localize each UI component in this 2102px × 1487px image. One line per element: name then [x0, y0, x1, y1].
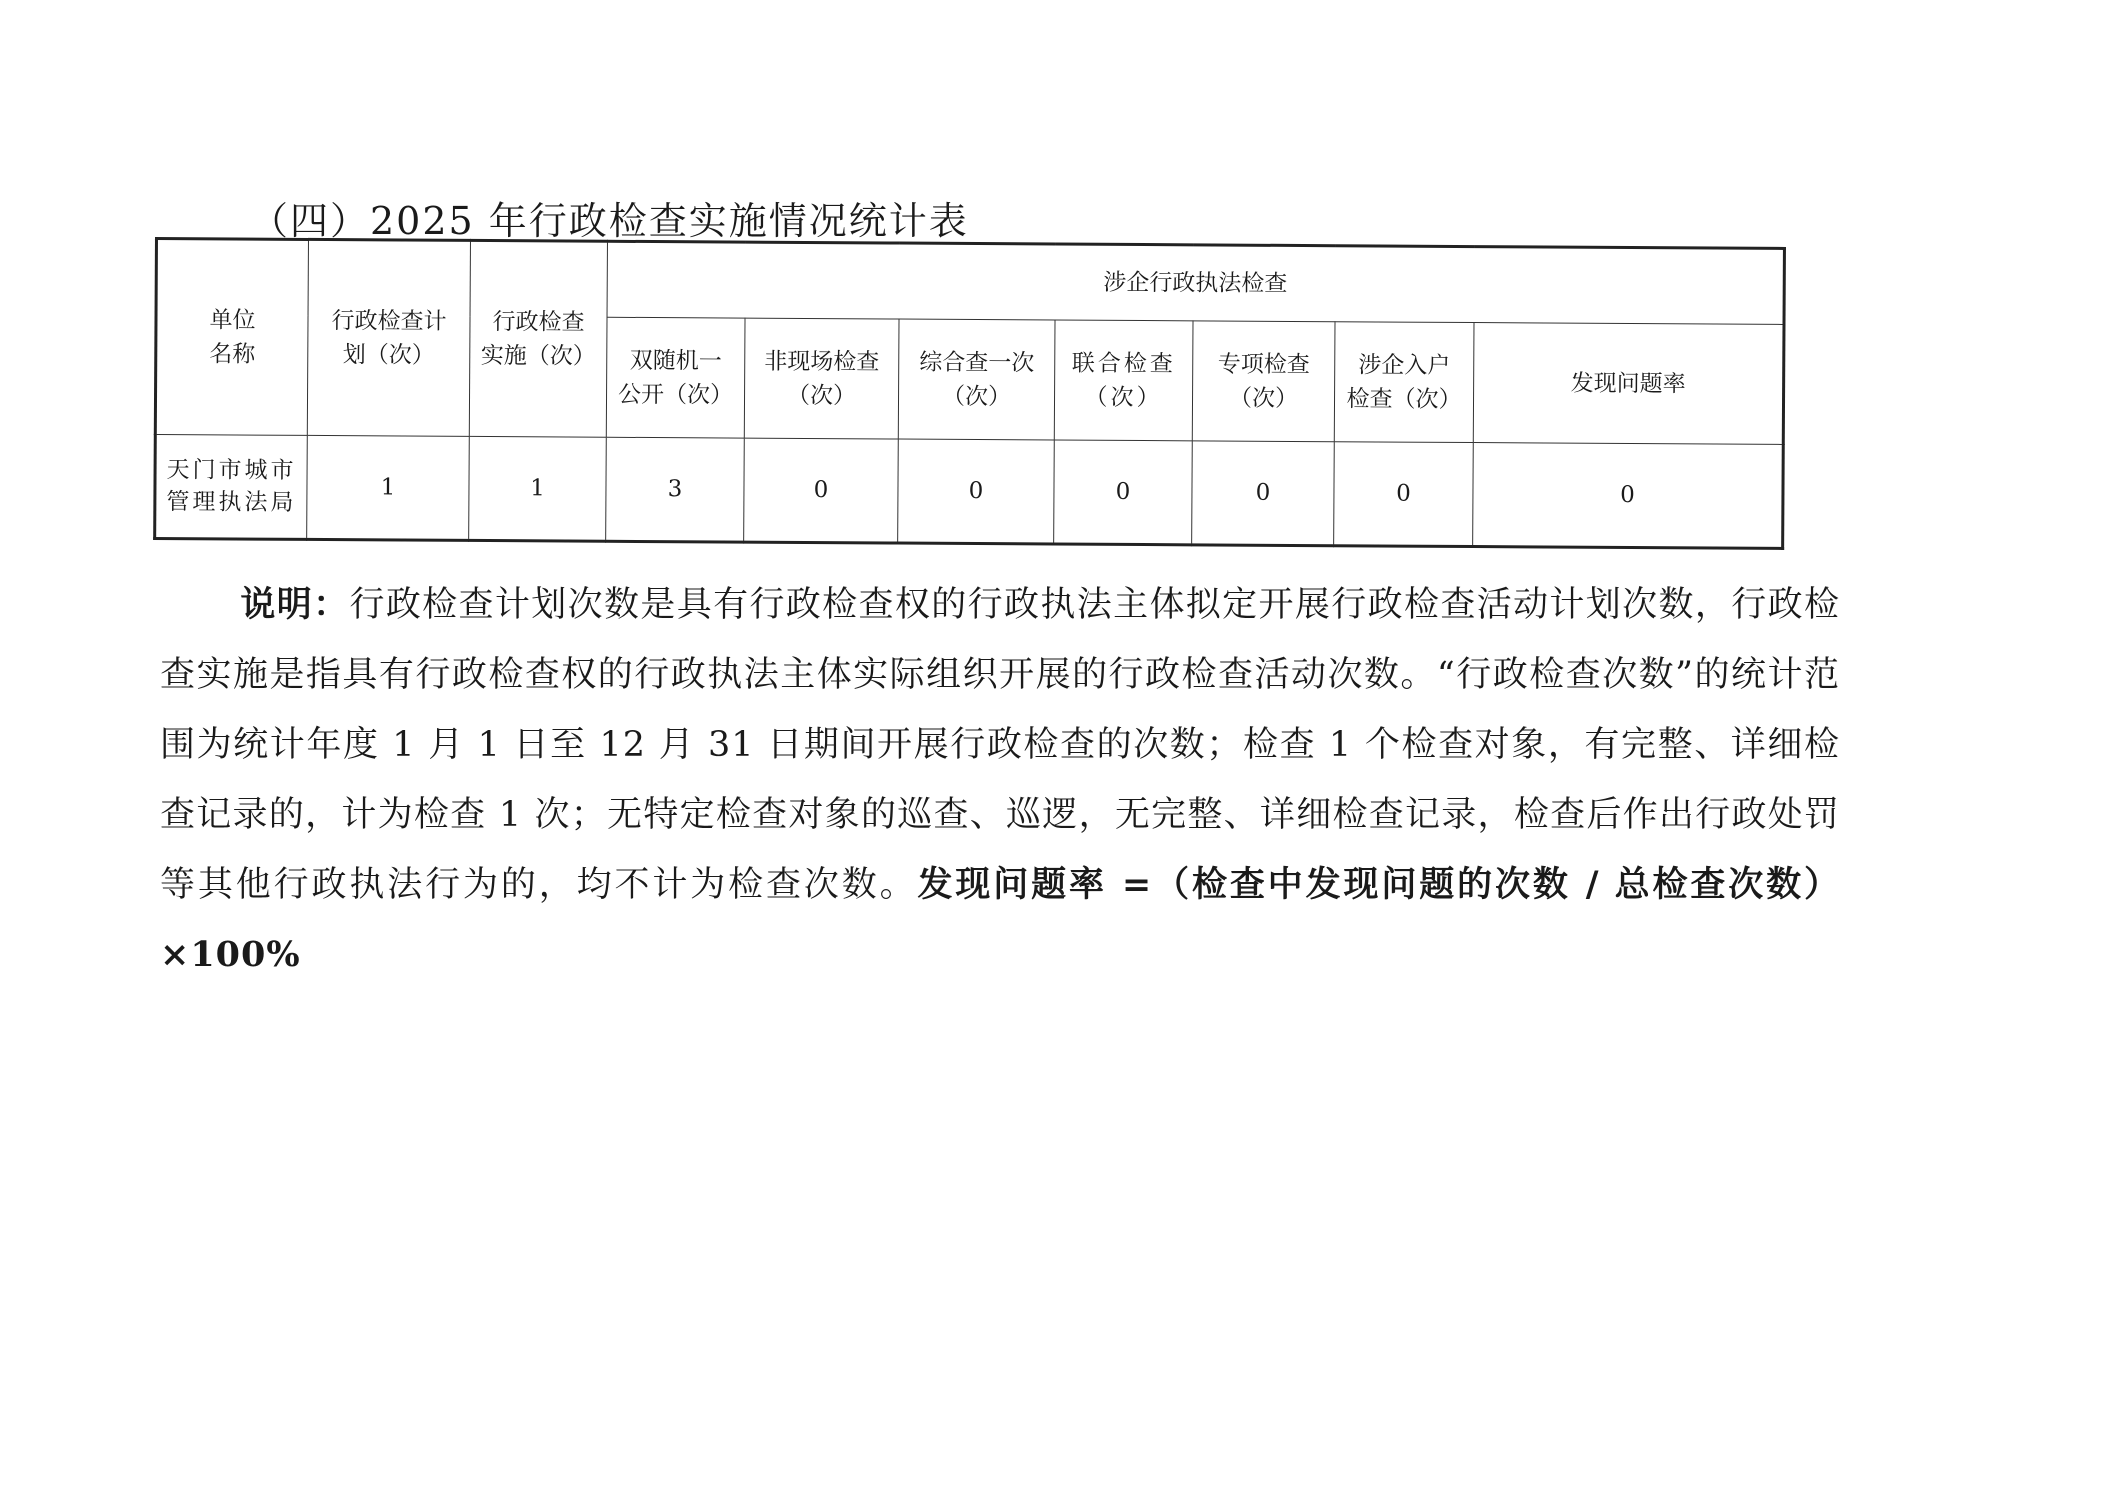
- header-comprehensive-once: 综合查一次 （次）: [898, 319, 1055, 440]
- header-implementation: 行政检查 实施（次）: [469, 240, 607, 437]
- cell-plan: 1: [307, 435, 470, 540]
- cell-onsite-enterprise-inspection: 0: [1334, 442, 1474, 547]
- cell-special-inspection: 0: [1192, 441, 1335, 546]
- header-enterprise-inspection-group: 涉企行政执法检查: [607, 241, 1784, 324]
- note-formula: 发现问题率 =（检查中发现问题的次数 / 总检查次数）×100%: [160, 864, 1840, 975]
- header-offsite-inspection: 非现场检查 （次）: [744, 318, 899, 439]
- table-title: （四）2025 年行政检查实施情况统计表: [250, 199, 969, 243]
- header-unit-name: 单位 名称: [155, 239, 308, 436]
- cell-problem-rate: 0: [1473, 443, 1784, 549]
- cell-offsite-inspection: 0: [744, 438, 899, 543]
- header-plan: 行政检查计 划（次）: [307, 239, 470, 436]
- note-body: 行政检查计划次数是具有行政检查权的行政执法主体拟定开展行政检查活动计划次数，行政检查实施是指具有行政检查权的行政执法主体实际组织开展的行政检查活动次数。“行政检查次数”的统计范围为统计年度 1 月 1 日至 12 月 31 日期间开展行政检查的次数；检查 1 个检查对象，有完整、详细检查记录的，计为检查 1 次；无特定检查对象的巡查、巡逻，无完整、详细检查记录，检查后作出行政处罚等其他行政执法行为的，均不计为检查次数。: [160, 585, 1840, 905]
- cell-implementation: 1: [469, 436, 607, 541]
- header-joint-inspection: 联合检查 （次）: [1054, 320, 1193, 441]
- header-double-random: 双随机一 公开（次）: [606, 317, 745, 438]
- header-problem-rate: 发现问题率: [1473, 323, 1784, 445]
- header-row-top: [156, 239, 1784, 325]
- stats-table-wrapper: [153, 237, 1783, 550]
- cell-comprehensive-once: 0: [898, 439, 1055, 544]
- inspection-stats-table: [153, 237, 1786, 550]
- cell-double-random: 3: [606, 437, 745, 542]
- cell-unit-name: 天门市城市 管理执法局: [155, 435, 308, 540]
- cell-joint-inspection: 0: [1054, 440, 1193, 545]
- header-onsite-enterprise-inspection: 涉企入户 检查（次）: [1334, 322, 1474, 443]
- table-row: [155, 435, 1784, 549]
- note-label: 说明：: [240, 584, 350, 625]
- header-special-inspection: 专项检查 （次）: [1192, 321, 1335, 442]
- explanation-note: [160, 570, 1840, 990]
